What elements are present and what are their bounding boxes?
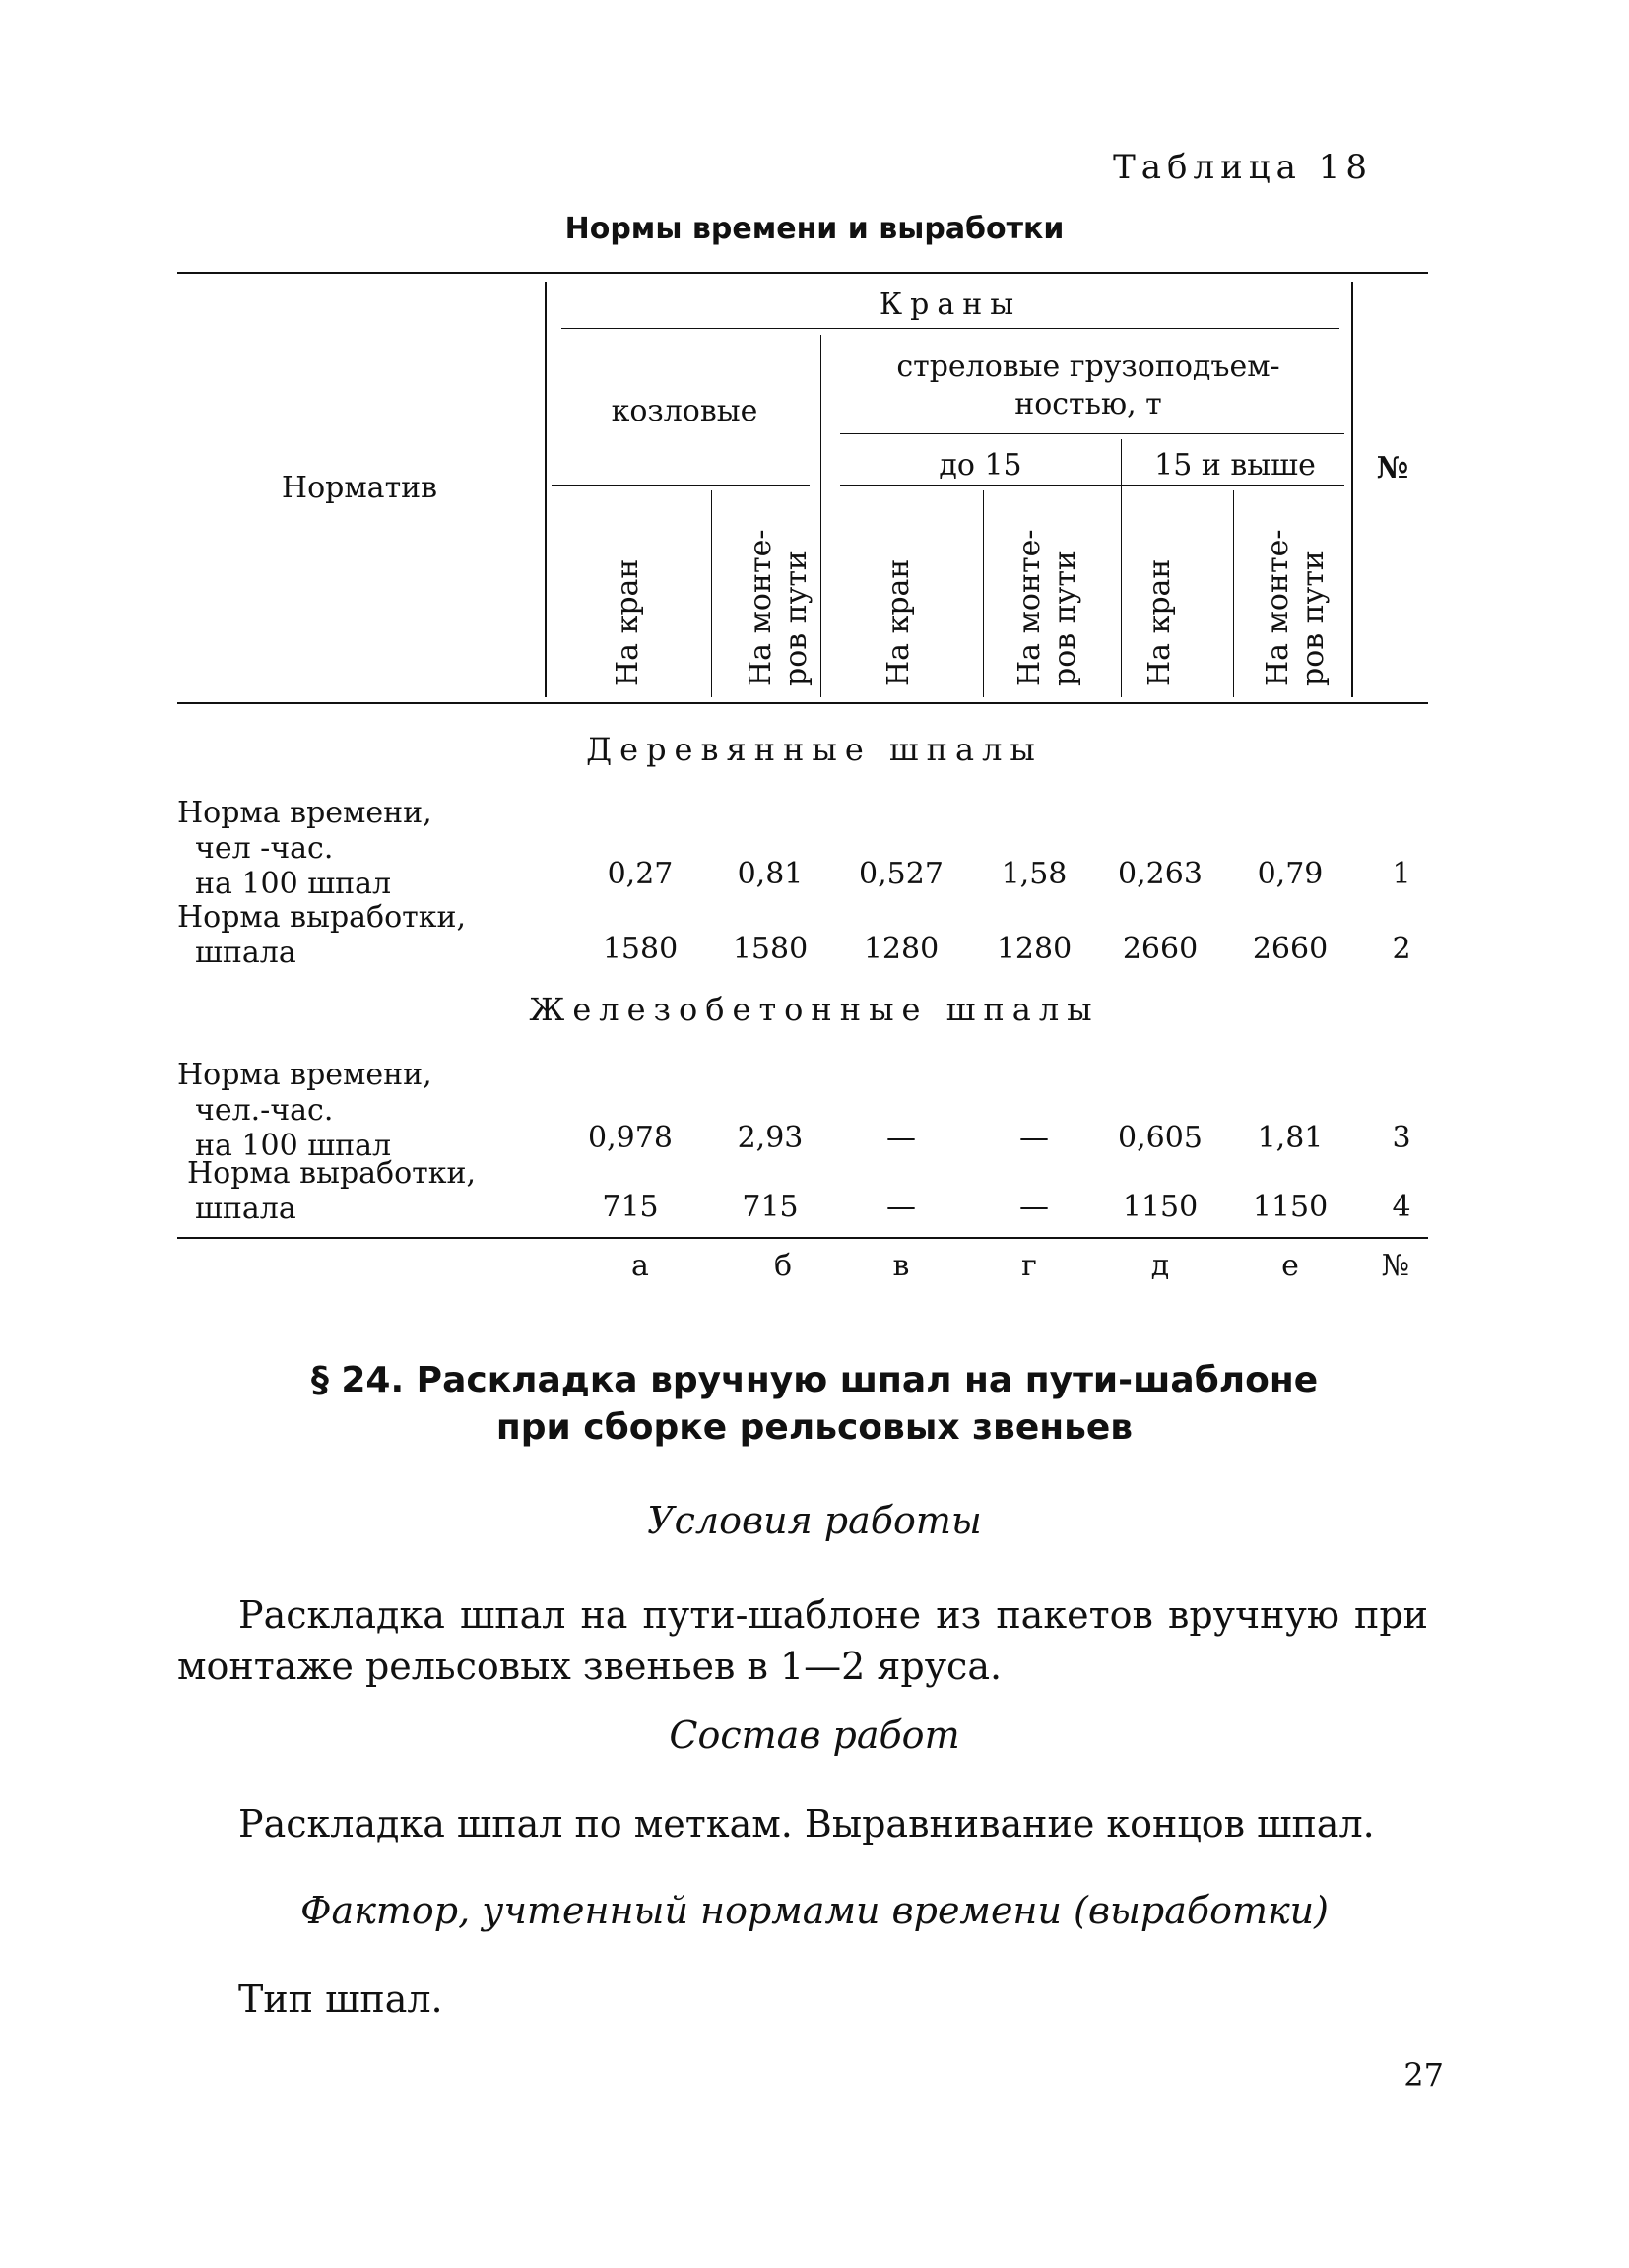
conditions-text: Раскладка шпал на пути-шаблоне из пакетов вручную при монтаже рельсовых звеньев в 1—2 яруса. (177, 1593, 1428, 1688)
cell: 1,58 (1001, 857, 1068, 891)
col-letter: е (1281, 1249, 1299, 1283)
col-letter-no: № (1381, 1249, 1410, 1283)
header-divider (983, 490, 984, 697)
col-mount-b: На монте- ров пути (744, 529, 814, 686)
col-letter: д (1150, 1249, 1170, 1283)
col-letter: а (631, 1249, 649, 1283)
cell: — (1019, 1121, 1049, 1155)
col-crane-v: На кран (881, 558, 916, 686)
cell: 0,79 (1257, 857, 1324, 891)
cell: — (1019, 1190, 1049, 1224)
row-number: 1 (1392, 857, 1411, 891)
section-title-concrete: Железобетонные шпалы (529, 991, 1100, 1028)
header-do15: до 15 (939, 448, 1022, 483)
header-strelovye: стреловые грузоподъем- (896, 350, 1280, 384)
cell: — (886, 1121, 916, 1155)
header-rule (840, 485, 1344, 486)
cell: 0,978 (588, 1121, 673, 1155)
cell: 1150 (1122, 1190, 1199, 1224)
col-mount-e: На монте- ров пути (1261, 529, 1331, 686)
cell: 2,93 (737, 1121, 804, 1155)
header-strelovye-unit: ностью, т (1014, 387, 1162, 421)
cell: 1,81 (1257, 1121, 1324, 1155)
cell: — (886, 1190, 916, 1224)
header-divider (1351, 282, 1353, 697)
cell: 0,527 (859, 857, 944, 891)
cell: 0,27 (607, 857, 674, 891)
header-divider (711, 490, 712, 697)
header-rule (552, 485, 810, 486)
row-number: 2 (1392, 932, 1411, 966)
conditions-title: Условия работы (647, 1499, 982, 1542)
row-label-4: Норма выработки, шпала (187, 1156, 477, 1226)
header-divider (820, 335, 821, 697)
header-divider (1233, 490, 1234, 697)
cell: 0,263 (1118, 857, 1203, 891)
section-title-wood: Деревянные шпалы (586, 731, 1043, 768)
header-rule (561, 328, 1339, 329)
header-krany: Краны (879, 288, 1022, 322)
col-crane-a: На кран (611, 558, 645, 686)
table-bottom-rule (177, 1237, 1428, 1239)
cell: 1280 (996, 932, 1073, 966)
cell: 2660 (1252, 932, 1329, 966)
factor-title: Фактор, учтенный нормами времени (выработки) (300, 1889, 1329, 1932)
header-no: № (1376, 451, 1409, 486)
header-divider (545, 282, 547, 697)
section-heading: § 24. Раскладка вручную шпал на пути-шаблоне при сборке рельсовых звеньев (310, 1360, 1319, 1448)
cell: 1150 (1252, 1190, 1329, 1224)
cell: 1580 (732, 932, 809, 966)
table-label: Таблица 18 (1113, 148, 1373, 187)
factor-text: Тип шпал. (238, 1977, 443, 2021)
cell: 0,81 (737, 857, 804, 891)
table-title: Нормы времени и выработки (564, 212, 1065, 246)
cell: 0,605 (1118, 1121, 1203, 1155)
header-divider (1121, 439, 1122, 697)
row-label-3: Норма времени, чел.-час. на 100 шпал (177, 1058, 432, 1163)
row-label-2: Норма выработки, шпала (177, 900, 467, 970)
row-number: 3 (1392, 1121, 1411, 1155)
row-number: 4 (1392, 1190, 1411, 1224)
cell: 1580 (602, 932, 679, 966)
col-letter: г (1021, 1249, 1037, 1283)
header-above15: 15 и выше (1154, 448, 1316, 483)
row-label-1: Норма времени, чел -час. на 100 шпал (177, 796, 432, 901)
composition-title: Состав работ (669, 1714, 960, 1757)
col-mount-g: На монте- ров пути (1012, 529, 1082, 686)
col-crane-d: На кран (1142, 558, 1177, 686)
cell: 2660 (1122, 932, 1199, 966)
cell: 715 (742, 1190, 799, 1224)
table-top-rule (177, 272, 1428, 274)
header-kozlovye: козловые (611, 394, 758, 428)
col-letter: в (892, 1249, 910, 1283)
header-rule (840, 433, 1344, 434)
header-normativ: Норматив (281, 471, 438, 505)
cell: 1280 (863, 932, 940, 966)
page-number: 27 (1403, 2056, 1444, 2094)
composition-text: Раскладка шпал по меткам. Выравнивание концов шпал. (238, 1802, 1375, 1846)
header-bottom-rule (177, 702, 1428, 704)
col-letter: б (773, 1249, 793, 1283)
cell: 715 (602, 1190, 659, 1224)
